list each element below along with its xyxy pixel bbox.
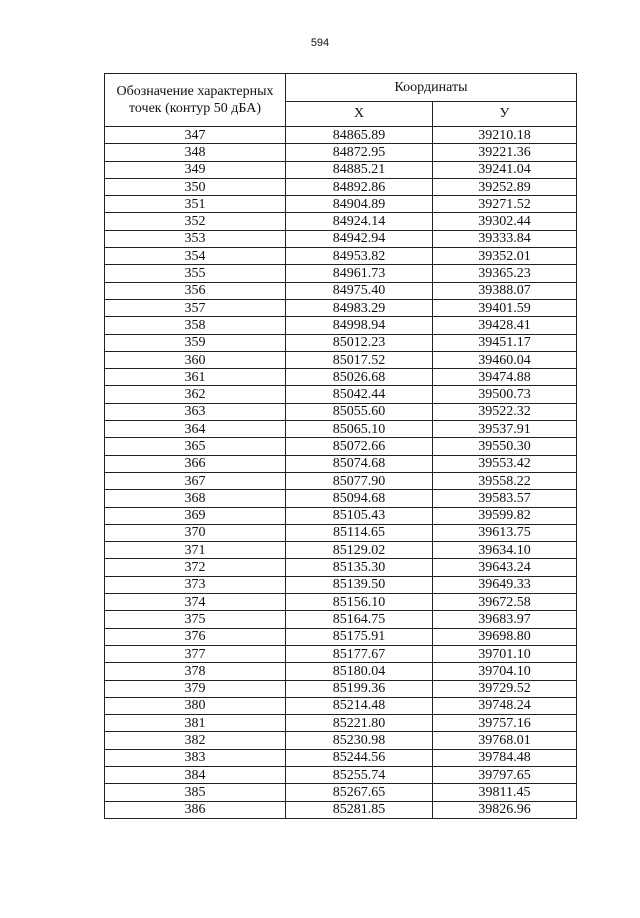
y-coordinate-cell: 39241.04 (433, 161, 577, 178)
point-id-cell: 372 (105, 559, 286, 576)
point-id-cell: 376 (105, 628, 286, 645)
y-coordinate-cell: 39599.82 (433, 507, 577, 524)
point-id-cell: 363 (105, 403, 286, 420)
x-coordinate-cell: 85055.60 (286, 403, 433, 420)
y-coordinate-cell: 39757.16 (433, 715, 577, 732)
table-row (105, 715, 577, 732)
x-coordinate-cell: 84961.73 (286, 265, 433, 282)
x-coordinate-cell: 85026.68 (286, 369, 433, 386)
point-id-cell: 364 (105, 421, 286, 438)
table-row (105, 299, 577, 316)
point-id-cell: 374 (105, 594, 286, 611)
y-coordinate-cell: 39271.52 (433, 196, 577, 213)
table-row (105, 455, 577, 472)
point-id-cell: 369 (105, 507, 286, 524)
header-y: У (433, 101, 577, 126)
point-id-cell: 377 (105, 645, 286, 662)
y-coordinate-cell: 39748.24 (433, 697, 577, 714)
point-id-cell: 356 (105, 282, 286, 299)
x-coordinate-cell: 84904.89 (286, 196, 433, 213)
table-row (105, 594, 577, 611)
x-coordinate-cell: 84892.86 (286, 178, 433, 195)
x-coordinate-cell: 85042.44 (286, 386, 433, 403)
y-coordinate-cell: 39352.01 (433, 248, 577, 265)
x-coordinate-cell: 85156.10 (286, 594, 433, 611)
x-coordinate-cell: 85214.48 (286, 697, 433, 714)
y-coordinate-cell: 39768.01 (433, 732, 577, 749)
point-id-cell: 354 (105, 248, 286, 265)
table-row (105, 645, 577, 662)
y-coordinate-cell: 39797.65 (433, 766, 577, 783)
point-id-cell: 382 (105, 732, 286, 749)
x-coordinate-cell: 85180.04 (286, 663, 433, 680)
coordinates-table (104, 73, 577, 819)
y-coordinate-cell: 39302.44 (433, 213, 577, 230)
point-id-cell: 385 (105, 784, 286, 801)
x-coordinate-cell: 85077.90 (286, 472, 433, 489)
point-id-cell: 360 (105, 351, 286, 368)
table-row (105, 524, 577, 541)
x-coordinate-cell: 85065.10 (286, 421, 433, 438)
table-row (105, 421, 577, 438)
y-coordinate-cell: 39388.07 (433, 282, 577, 299)
table-row (105, 265, 577, 282)
point-id-cell: 378 (105, 663, 286, 680)
x-coordinate-cell: 84983.29 (286, 299, 433, 316)
y-coordinate-cell: 39210.18 (433, 127, 577, 144)
table-row (105, 196, 577, 213)
y-coordinate-cell: 39522.32 (433, 403, 577, 420)
x-coordinate-cell: 84872.95 (286, 144, 433, 161)
table-row (105, 369, 577, 386)
x-coordinate-cell: 85105.43 (286, 507, 433, 524)
y-coordinate-cell: 39683.97 (433, 611, 577, 628)
table-row (105, 507, 577, 524)
y-coordinate-cell: 39826.96 (433, 801, 577, 818)
table-row (105, 472, 577, 489)
table-row (105, 732, 577, 749)
x-coordinate-cell: 85094.68 (286, 490, 433, 507)
y-coordinate-cell: 39634.10 (433, 542, 577, 559)
table-row (105, 559, 577, 576)
table-row (105, 611, 577, 628)
x-coordinate-cell: 85255.74 (286, 766, 433, 783)
y-coordinate-cell: 39729.52 (433, 680, 577, 697)
table-row (105, 801, 577, 818)
y-coordinate-cell: 39474.88 (433, 369, 577, 386)
point-id-cell: 373 (105, 576, 286, 593)
x-coordinate-cell: 85177.67 (286, 645, 433, 662)
table-row (105, 403, 577, 420)
table-row (105, 542, 577, 559)
table-row (105, 334, 577, 351)
y-coordinate-cell: 39583.57 (433, 490, 577, 507)
y-coordinate-cell: 39649.33 (433, 576, 577, 593)
page-number: 594 (310, 37, 330, 49)
x-coordinate-cell: 85221.80 (286, 715, 433, 732)
table-row (105, 784, 577, 801)
point-id-cell: 357 (105, 299, 286, 316)
y-coordinate-cell: 39784.48 (433, 749, 577, 766)
x-coordinate-cell: 84953.82 (286, 248, 433, 265)
x-coordinate-cell: 84924.14 (286, 213, 433, 230)
x-coordinate-cell: 85139.50 (286, 576, 433, 593)
table-body (105, 127, 577, 819)
table-row (105, 663, 577, 680)
x-coordinate-cell: 84998.94 (286, 317, 433, 334)
point-id-cell: 386 (105, 801, 286, 818)
x-coordinate-cell: 85281.85 (286, 801, 433, 818)
point-id-cell: 347 (105, 127, 286, 144)
x-coordinate-cell: 85244.56 (286, 749, 433, 766)
point-id-cell: 367 (105, 472, 286, 489)
table-row (105, 490, 577, 507)
table-row (105, 351, 577, 368)
x-coordinate-cell: 85175.91 (286, 628, 433, 645)
point-id-cell: 353 (105, 230, 286, 247)
table-row (105, 161, 577, 178)
table-row (105, 766, 577, 783)
x-coordinate-cell: 85135.30 (286, 559, 433, 576)
y-coordinate-cell: 39451.17 (433, 334, 577, 351)
x-coordinate-cell: 85267.65 (286, 784, 433, 801)
y-coordinate-cell: 39500.73 (433, 386, 577, 403)
table-row (105, 282, 577, 299)
table-row (105, 438, 577, 455)
point-id-cell: 355 (105, 265, 286, 282)
point-id-cell: 381 (105, 715, 286, 732)
y-coordinate-cell: 39811.45 (433, 784, 577, 801)
point-id-cell: 358 (105, 317, 286, 334)
x-coordinate-cell: 85230.98 (286, 732, 433, 749)
x-coordinate-cell: 85199.36 (286, 680, 433, 697)
point-id-cell: 351 (105, 196, 286, 213)
x-coordinate-cell: 85074.68 (286, 455, 433, 472)
x-coordinate-cell: 85017.52 (286, 351, 433, 368)
y-coordinate-cell: 39428.41 (433, 317, 577, 334)
y-coordinate-cell: 39701.10 (433, 645, 577, 662)
point-id-cell: 362 (105, 386, 286, 403)
table-row (105, 230, 577, 247)
table-row (105, 749, 577, 766)
y-coordinate-cell: 39704.10 (433, 663, 577, 680)
point-id-cell: 384 (105, 766, 286, 783)
point-id-cell: 349 (105, 161, 286, 178)
header-coordinates: Координаты (286, 74, 577, 102)
x-coordinate-cell: 85072.66 (286, 438, 433, 455)
point-id-cell: 380 (105, 697, 286, 714)
point-id-cell: 350 (105, 178, 286, 195)
table-row (105, 317, 577, 334)
y-coordinate-cell: 39252.89 (433, 178, 577, 195)
x-coordinate-cell: 84865.89 (286, 127, 433, 144)
point-id-cell: 359 (105, 334, 286, 351)
table-row (105, 144, 577, 161)
table-row (105, 628, 577, 645)
point-id-cell: 365 (105, 438, 286, 455)
point-id-cell: 352 (105, 213, 286, 230)
y-coordinate-cell: 39550.30 (433, 438, 577, 455)
y-coordinate-cell: 39672.58 (433, 594, 577, 611)
point-id-cell: 375 (105, 611, 286, 628)
table-row (105, 386, 577, 403)
y-coordinate-cell: 39698.80 (433, 628, 577, 645)
point-id-cell: 379 (105, 680, 286, 697)
y-coordinate-cell: 39221.36 (433, 144, 577, 161)
y-coordinate-cell: 39460.04 (433, 351, 577, 368)
y-coordinate-cell: 39333.84 (433, 230, 577, 247)
y-coordinate-cell: 39558.22 (433, 472, 577, 489)
x-coordinate-cell: 85129.02 (286, 542, 433, 559)
y-coordinate-cell: 39365.23 (433, 265, 577, 282)
point-id-cell: 383 (105, 749, 286, 766)
point-id-cell: 371 (105, 542, 286, 559)
x-coordinate-cell: 84975.40 (286, 282, 433, 299)
point-id-cell: 368 (105, 490, 286, 507)
point-id-cell: 348 (105, 144, 286, 161)
x-coordinate-cell: 85114.65 (286, 524, 433, 541)
y-coordinate-cell: 39537.91 (433, 421, 577, 438)
point-id-cell: 366 (105, 455, 286, 472)
header-designation: Обозначение характерных точек (контур 50 дБА) (105, 74, 286, 127)
table-row (105, 697, 577, 714)
table-row (105, 680, 577, 697)
x-coordinate-cell: 84885.21 (286, 161, 433, 178)
y-coordinate-cell: 39401.59 (433, 299, 577, 316)
table-row (105, 178, 577, 195)
x-coordinate-cell: 84942.94 (286, 230, 433, 247)
y-coordinate-cell: 39613.75 (433, 524, 577, 541)
x-coordinate-cell: 85012.23 (286, 334, 433, 351)
table-row (105, 213, 577, 230)
point-id-cell: 361 (105, 369, 286, 386)
header-x: X (286, 101, 433, 126)
x-coordinate-cell: 85164.75 (286, 611, 433, 628)
table-row (105, 127, 577, 144)
y-coordinate-cell: 39553.42 (433, 455, 577, 472)
table-row (105, 576, 577, 593)
table-row (105, 248, 577, 265)
point-id-cell: 370 (105, 524, 286, 541)
y-coordinate-cell: 39643.24 (433, 559, 577, 576)
